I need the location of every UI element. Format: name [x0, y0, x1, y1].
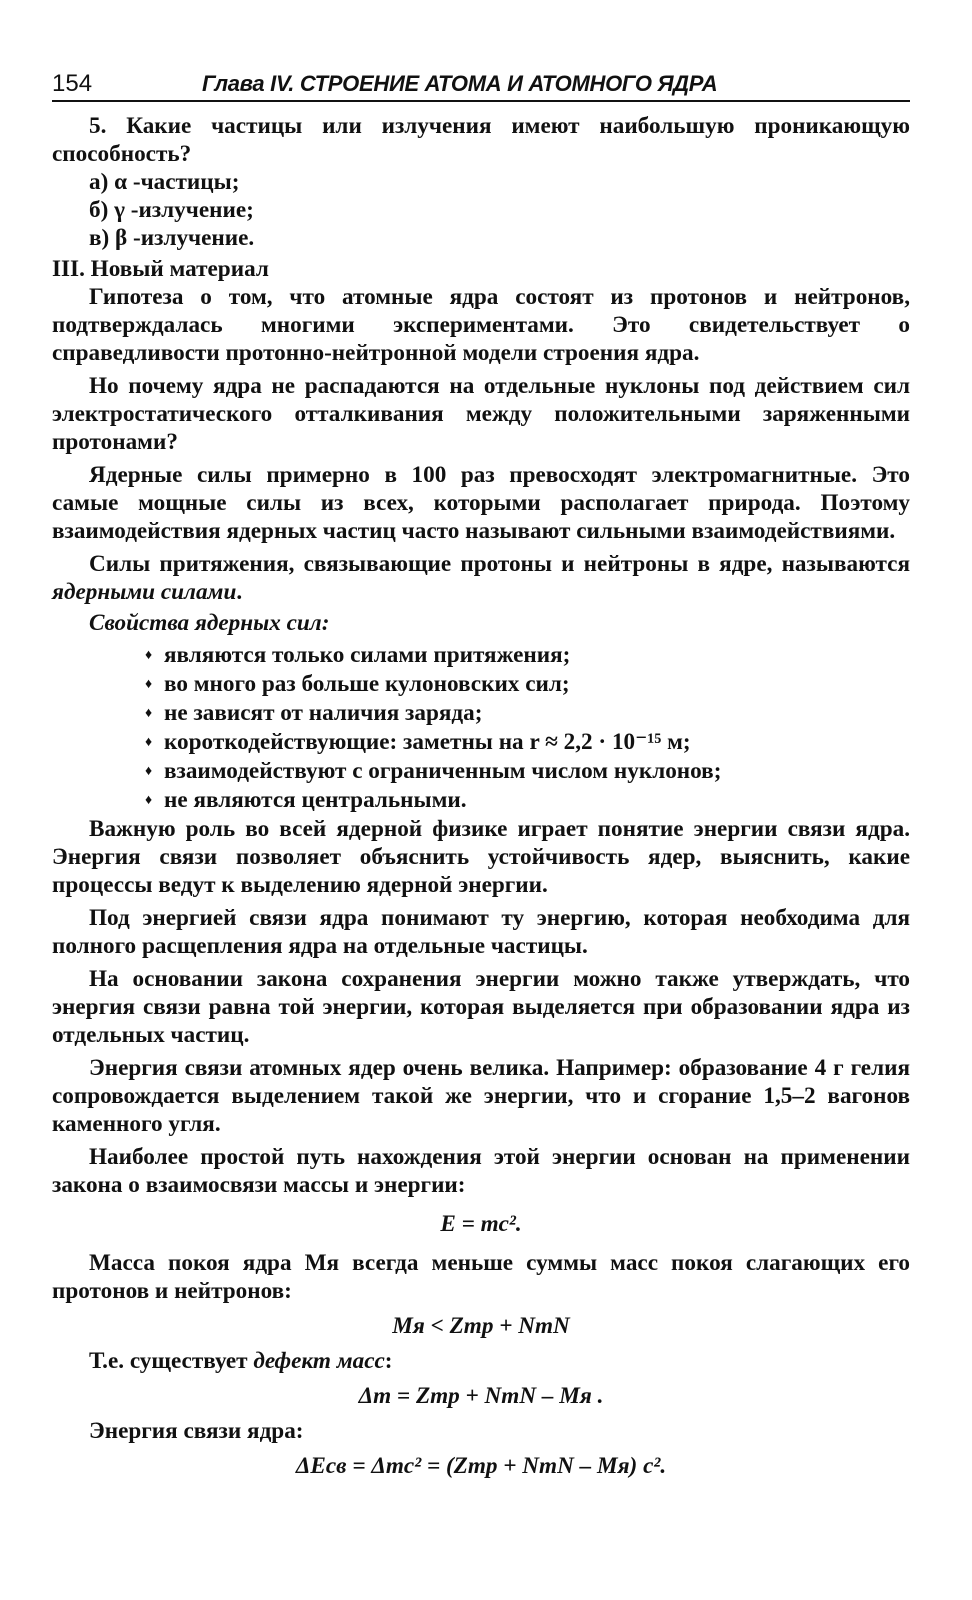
punctuation: : — [384, 1348, 393, 1374]
formula-mass-defect: Δm = Zmp + NmN – Mя . — [358, 1383, 604, 1409]
paragraph — [52, 1347, 910, 1375]
paragraph: Под энергией связи ядра понимают ту энергию, которая необходима для полного расщепления ядра на отдельные частицы. — [52, 905, 910, 959]
book-page — [52, 70, 910, 1487]
paragraph: Энергия связи атомных ядер очень велика. Например: образование 4 г гелия сопровождается выделением такой же энергии, что и сгорание 1,5–2 вагонов каменного угля. — [52, 1055, 910, 1137]
term-mass-defect: дефект масс — [253, 1348, 385, 1374]
paragraph-text: Силы притяжения, связывающие протоны и нейтроны в ядре, называются — [89, 551, 910, 577]
running-title: Глава IV. СТРОЕНИЕ АТОМА И АТОМНОГО ЯДРА — [202, 71, 718, 96]
list-item: ♦ взаимодействуют с ограниченным числом нуклонов; — [164, 757, 910, 786]
formula-mass-energy: E = mc². — [440, 1211, 522, 1237]
term-nuclear-forces: ядерными силами — [52, 579, 237, 605]
paragraph: Масса покоя ядра Mя всегда меньше суммы масс покоя слагающих его протонов и нейтронов: — [52, 1250, 910, 1304]
answer-option-c: в) β -излучение. — [89, 225, 255, 251]
answer-option-a: а) α -частицы; — [89, 169, 240, 195]
list-item: ♦ не являются центральными. — [164, 786, 910, 815]
paragraph-text: Т.е. существует — [89, 1348, 254, 1374]
page-number: 154 — [52, 70, 93, 97]
page-header — [52, 70, 910, 102]
properties-list — [52, 641, 910, 815]
paragraph: Наиболее простой путь нахождения этой энергии основан на применении закона о взаимосвязи массы и энергии: — [52, 1144, 910, 1198]
paragraph: Гипотеза о том, что атомные ядра состоят из протонов и нейтронов, подтверждалась многими экспериментами. Это свидетельствует о справедливости протонно-нейтронной модели строения ядра. — [52, 284, 910, 366]
list-item: ♦ короткодействующие: заметны на r ≈ 2,2 · 10⁻¹⁵ м; — [164, 728, 910, 757]
list-item: ♦ не зависят от наличия заряда; — [164, 699, 910, 728]
list-item: ♦ являются только силами притяжения; — [164, 641, 910, 670]
paragraph: Ядерные силы примерно в 100 раз превосходят электромагнитные. Это самые мощные силы из всех, которыми располагает природа. Поэтому взаимодействия ядерных частиц часто называют сильными взаимодействиями. — [52, 462, 910, 544]
punctuation: . — [236, 579, 243, 605]
answer-option-b: б) γ -излучение; — [89, 197, 254, 223]
section-heading: III. Новый материал — [52, 256, 269, 282]
paragraph: На основании закона сохранения энергии можно также утверждать, что энергия связи равна той энергии, которая выделяется при образовании ядра из отдельных частиц. — [52, 966, 910, 1048]
properties-title: Свойства ядерных сил: — [89, 610, 330, 636]
paragraph: Важную роль во всей ядерной физике играет понятие энергии связи ядра. Энергия связи позволяет объяснить устойчивость ядер, выяснить, какие процессы ведут к выделению ядерной энергии. — [52, 816, 910, 898]
question-text: 5. Какие частицы или излучения имеют наибольшую проникающую способность? — [52, 113, 910, 167]
paragraph: Энергия связи ядра: — [89, 1418, 304, 1444]
list-item: ♦ во много раз больше кулоновских сил; — [164, 670, 910, 699]
formula-binding-energy: ΔEсв = Δmc² = (Zmp + NmN – Mя) c². — [295, 1453, 667, 1479]
paragraph — [52, 550, 910, 606]
formula-mass-inequality: Mя < Zmp + NmN — [392, 1313, 570, 1339]
paragraph: Но почему ядра не распадаются на отдельные нуклоны под действием сил электростатического отталкивания между положительными заряженными протонами? — [52, 373, 910, 455]
